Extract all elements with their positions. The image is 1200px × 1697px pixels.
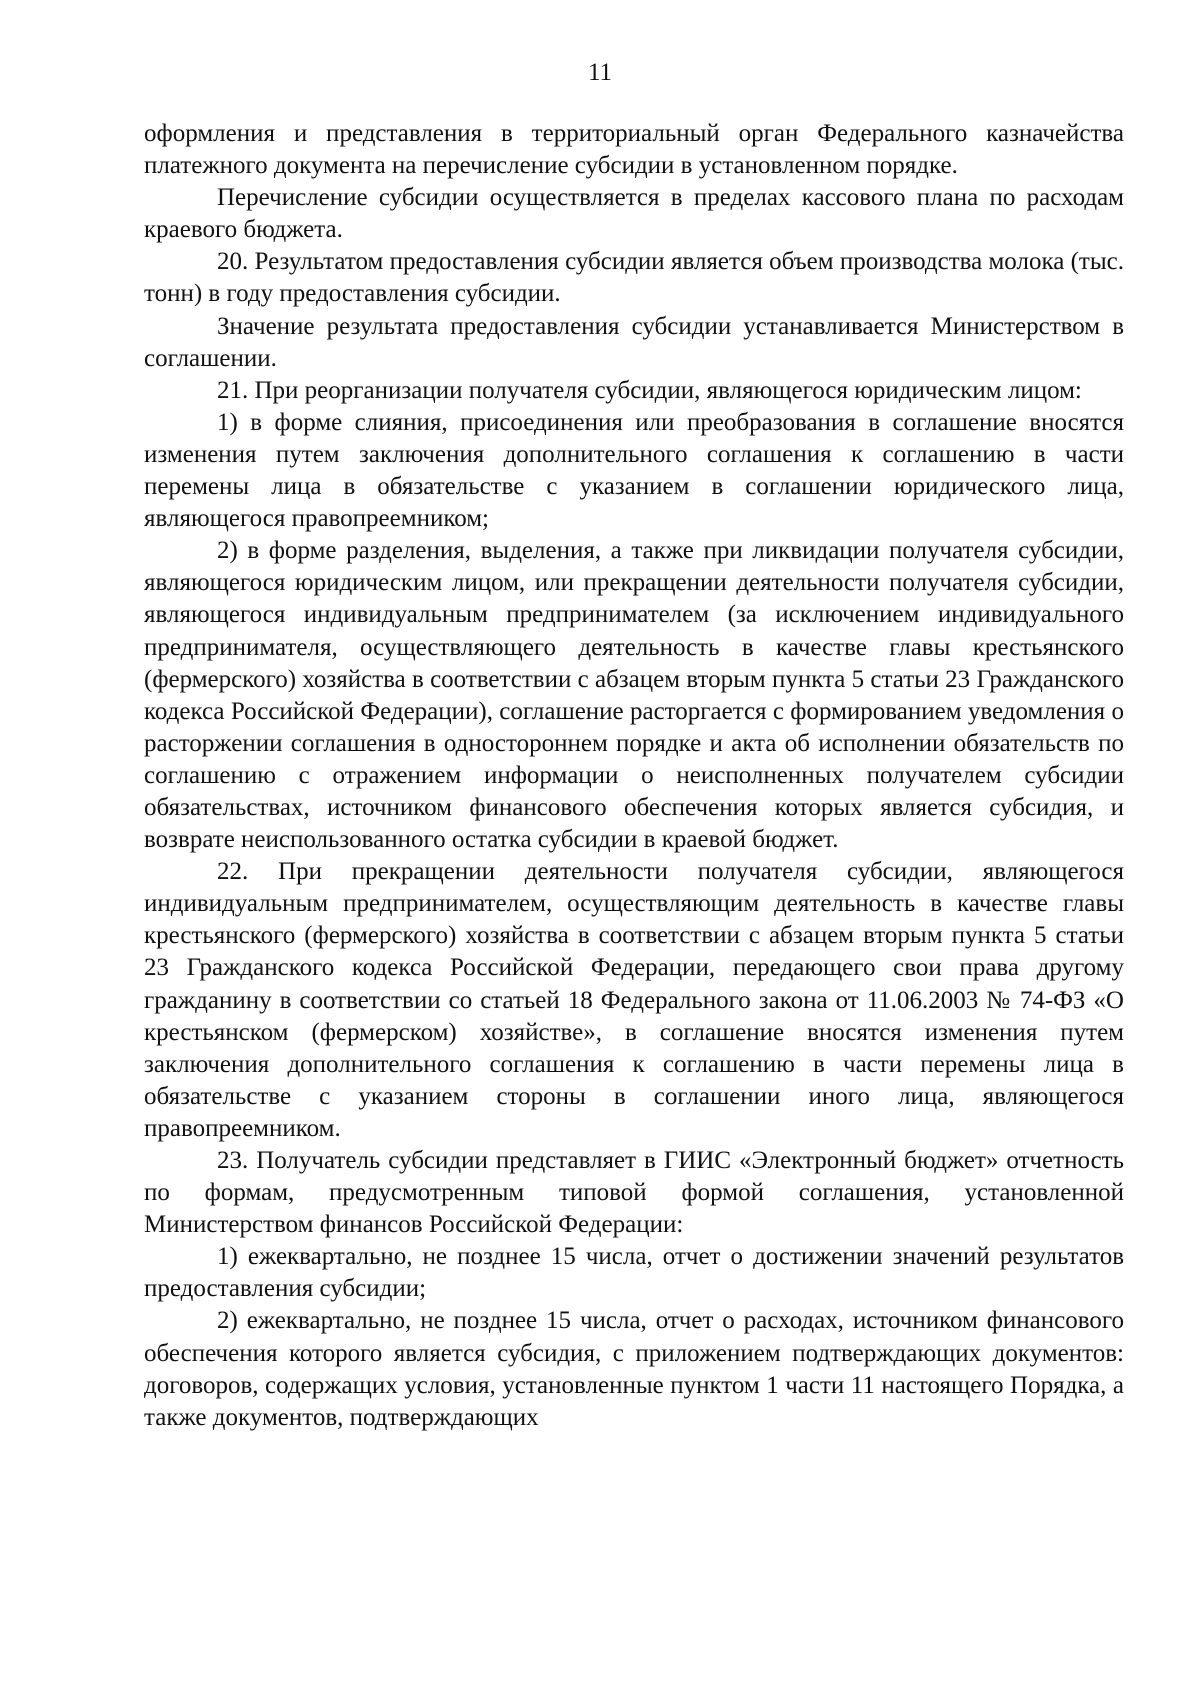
paragraph-continuation: оформления и представления в территориальный орган Федерального казначейства платежного документа на перечисление субсидии в установленном порядке. xyxy=(144,120,1124,180)
document-body xyxy=(144,118,1124,1434)
paragraph-23-reporting: 23. Получатель субсидии представляет в ГИИС «Электронный бюджет» отчетность по формам, предусмотренным типовой формой соглашения, установленной Министерством финансов Российской Федерации: xyxy=(144,1147,1124,1239)
paragraph-21-item-1: 1) в форме слияния, присоединения или преобразования в соглашение вносятся изменения путем заключения дополнительного соглашения к соглашению в части перемены лица в обязательстве с указанием в соглашении юридического лица, являющегося правопреемником; xyxy=(144,408,1124,533)
paragraph-21-item-2: 2) в форме разделения, выделения, а также при ликвидации получателя субсидии, являющегося юридическим лицом, или прекращении деятельности получателя субсидии, являющегося индивидуальным предпринимателем (за исключением индивидуального предпринимателя, осуществляющего деятельность в качестве главы крестьянского (фермерского) хозяйства в соответствии с абзацем вторым пункта 5 статьи 23 Гражданского кодекса Российской Федерации), соглашение расторгается с формированием уведомления о расторжении соглашения в одностороннем порядке и акта об исполнении обязательств по соглашению с отражением информации о неисполненных получателем субсидии обязательствах, источником финансового обеспечения которых является субсидия, и возврате неиспользованного остатка субсидии в краевой бюджет. xyxy=(144,537,1124,854)
paragraph-result-value: Значение результата предоставления субсидии устанавливается Министерством в соглашении. xyxy=(144,312,1124,372)
paragraph-23-item-1: 1) ежеквартально, не позднее 15 числа, отчет о достижении значений результатов предоставления субсидии; xyxy=(144,1243,1124,1303)
page-number: 11 xyxy=(587,59,613,86)
paragraph-22-termination: 22. При прекращении деятельности получателя субсидии, являющегося индивидуальным предпринимателем, осуществляющим деятельность в качестве главы крестьянского (фермерского) хозяйства в соответствии с абзацем вторым пункта 5 статьи 23 Гражданского кодекса Российской Федерации, передающего свои права другому гражданину в соответствии со статьей 18 Федерального закона от 11.06.2003 № 74-ФЗ «О крестьянском (фермерском) хозяйстве», в соглашение вносятся изменения путем заключения дополнительного соглашения к соглашению в части перемены лица в обязательстве с указанием стороны в соглашении иного лица, являющегося правопреемником. xyxy=(144,858,1124,1142)
paragraph-20-result: 20. Результатом предоставления субсидии является объем производства молока (тыс. тонн) в году предоставления субсидии. xyxy=(144,248,1124,308)
paragraph-21-reorganization: 21. При реорганизации получателя субсидии, являющегося юридическим лицом: xyxy=(217,376,1082,404)
paragraph-transfer-limits: Перечисление субсидии осуществляется в пределах кассового плана по расходам краевого бюджета. xyxy=(144,184,1124,244)
paragraph-23-item-2: 2) ежеквартально, не позднее 15 числа, отчет о расходах, источником финансового обеспечения которого является субсидия, с приложением подтверждающих документов: договоров, содержащих условия, установленные пунктом 1 части 11 настоящего Порядка, а также документов, подтверждающих xyxy=(144,1307,1124,1431)
